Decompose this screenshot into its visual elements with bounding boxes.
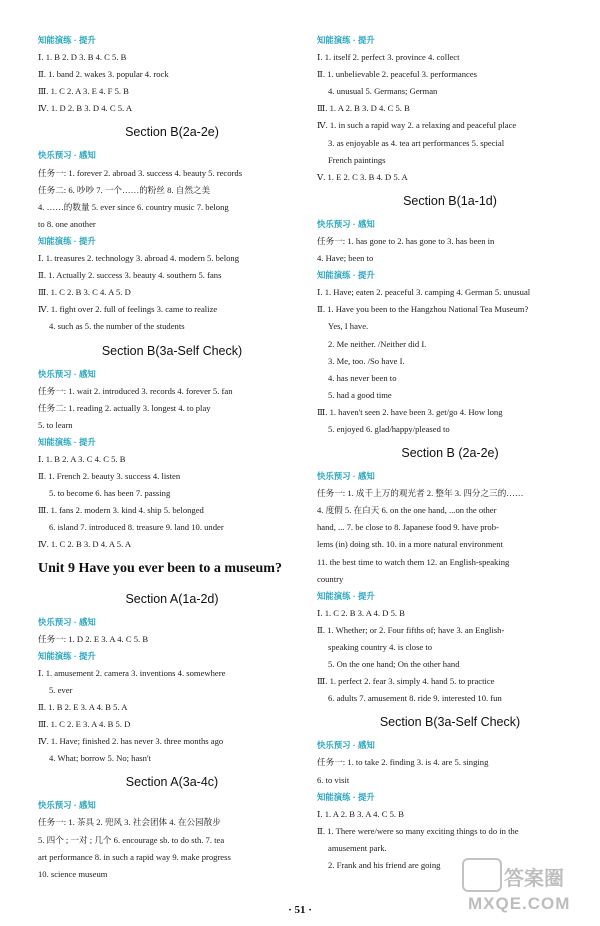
answer-line: Ⅰ. 1. C 2. B 3. A 4. D 5. B <box>317 607 405 618</box>
answer-line: 3. as enjoyable as 4. tea art performances 5. special <box>328 137 505 148</box>
answer-line: Ⅱ. 1. Whether; or 2. Four fifths of; have 3. an English- <box>317 624 505 635</box>
answer-line: Ⅱ. 1. Have you been to the Hangzhou National Tea Museum? <box>317 304 529 315</box>
answer-line: Ⅰ. 1. treasures 2. technology 3. abroad 4. modern 5. belong <box>38 253 240 264</box>
answer-line: 5. On the one hand; On the other hand <box>328 659 460 670</box>
exercise-tag: 快乐预习 · 感知 <box>38 150 96 161</box>
answer-line: Ⅳ. 1. in such a rapid way 2. a relaxing and peaceful place <box>317 120 517 131</box>
answer-line: Ⅲ. 1. A 2. B 3. D 4. C 5. B <box>317 103 410 114</box>
answer-line: 任务一: 1. forever 2. abroad 3. success 4. beauty 5. records <box>38 167 243 178</box>
answer-line: 4. Have; been to <box>317 253 374 264</box>
answer-line: amusement park. <box>328 842 387 853</box>
answer-line: 任务一: 1. has gone to 2. has gone to 3. has been in <box>317 235 495 246</box>
exercise-tag: 知能演练 · 提升 <box>317 35 375 45</box>
answer-line: 5. ever <box>49 684 73 695</box>
answer-line: to 8. one another <box>38 218 96 229</box>
answer-line: 任务一: 1. 成千上万的观光者 2. 整年 3. 四分之三的…… <box>317 488 524 499</box>
answer-line: 任务二: 6. 吵吵 7. 一个……的粉丝 8. 自然之美 <box>38 184 211 195</box>
answer-line: 任务一: 1. to take 2. finding 3. is 4. are 5. singing <box>317 757 489 768</box>
exercise-tag: 知能演练 · 提升 <box>317 590 375 601</box>
answer-line: 6. to visit <box>317 774 350 785</box>
exercise-tag: 知能演练 · 提升 <box>317 791 375 802</box>
answer-line: 5. to learn <box>38 419 73 430</box>
exercise-tag: 快乐预习 · 感知 <box>317 218 375 229</box>
exercise-tag: 知能演练 · 提升 <box>38 235 96 246</box>
watermark-cn: 答案圈 <box>504 866 564 890</box>
answer-line: Ⅰ. 1. B 2. A 3. C 4. C 5. B <box>38 453 126 464</box>
answer-line: 11. the best time to watch them 12. an English-speaking <box>317 556 510 567</box>
answer-line: 4. ……的数量 5. ever since 6. country music 7. belong <box>38 201 229 212</box>
answer-line: Ⅰ. 1. A 2. B 3. A 4. C 5. B <box>317 808 404 819</box>
section-heading: Section B(2a-2e) <box>125 125 219 140</box>
answer-line: 5. to become 6. has been 7. passing <box>49 488 171 499</box>
answer-line: Ⅳ. 1. Have; finished 2. has never 3. three months ago <box>38 736 224 747</box>
answer-line: Ⅱ. 1. There were/were so many exciting things to do in the <box>317 825 519 836</box>
answer-line: Ⅲ. 1. haven't seen 2. have been 3. get/go 4. How long <box>317 406 503 417</box>
section-heading: Section B(3a-Self Check) <box>379 715 521 730</box>
answer-line: 3. Me, too. /So have I. <box>328 355 405 366</box>
watermark-text: MXQE.COM <box>468 894 571 913</box>
answer-line: hand, ... 7. be close to 8. Japanese food 9. have prob- <box>317 522 499 533</box>
exercise-tag: 知能演练 · 提升 <box>38 650 96 661</box>
watermark <box>462 858 587 918</box>
answer-line: 4. has never been to <box>328 372 397 383</box>
exercise-tag: 知能演练 · 提升 <box>38 35 96 45</box>
answer-line: Ⅳ. 1. C 2. B 3. D 4. A 5. A <box>38 539 132 550</box>
answer-line: Ⅰ. 1. Have; eaten 2. peaceful 3. camping 4. German 5. unusual <box>317 287 531 298</box>
answer-line: 4. unusual 5. Germans; German <box>328 86 438 97</box>
answer-line: Ⅲ. 1. C 2. B 3. C 4. A 5. D <box>38 287 131 298</box>
answer-line: Ⅱ. 1. French 2. beauty 3. success 4. listen <box>38 471 181 482</box>
answer-line: country <box>317 573 344 584</box>
answer-line: speaking country 4. is close to <box>328 642 433 652</box>
section-heading: Section B (2a-2e) <box>401 446 499 461</box>
section-heading: Section A(1a-2d) <box>125 591 219 606</box>
answer-line: Ⅳ. 1. fight over 2. full of feelings 3. came to realize <box>38 304 218 315</box>
answer-line: 2. Me neither. /Neither did I. <box>328 338 427 349</box>
answer-line: 任务二: 1. reading 2. actually 3. longest 4. to play <box>38 402 211 413</box>
answer-line: Ⅰ. 1. B 2. D 3. B 4. C 5. B <box>38 52 127 63</box>
answer-line: Yes, I have. <box>328 321 369 332</box>
exercise-tag: 快乐预习 · 感知 <box>38 368 96 379</box>
answer-line: 6. island 7. introduced 8. treasure 9. land 10. under <box>49 522 224 533</box>
page-number: · 51 · <box>288 904 312 916</box>
unit-heading: Unit 9 Have you ever been to a museum? <box>38 560 282 576</box>
answer-line: 4. 度假 5. 在白天 6. on the one hand, ...on the other <box>317 505 497 516</box>
answer-line: French paintings <box>328 154 386 165</box>
answer-line: Ⅲ. 1. C 2. E 3. A 4. B 5. D <box>38 719 131 730</box>
answer-line: 10. science museum <box>38 868 108 879</box>
exercise-tag: 知能演练 · 提升 <box>317 270 375 281</box>
answer-line: 2. Frank and his friend are going <box>328 860 441 871</box>
right-column <box>317 32 583 874</box>
answer-line: 4. What; borrow 5. No; hasn't <box>49 753 151 764</box>
answer-line: 5. 四个 ; 一对 ; 几个 6. encourage sb. to do sth. 7. tea <box>38 834 225 845</box>
answer-line: Ⅱ. 1. Actually 2. success 3. beauty 4. southern 5. fans <box>38 270 222 281</box>
watermark-logo-icon <box>462 858 502 892</box>
section-heading: Section B(1a-1d) <box>403 193 497 208</box>
answer-line: Ⅰ. 1. itself 2. perfect 3. province 4. collect <box>317 52 460 63</box>
answer-line: art performance 8. in such a rapid way 9. make progress <box>38 851 231 862</box>
exercise-tag: 快乐预习 · 感知 <box>38 616 96 627</box>
answer-line: Ⅳ. 1. D 2. B 3. D 4. C 5. A <box>38 103 133 114</box>
answer-line: 5. enjoyed 6. glad/happy/pleased to <box>328 423 450 434</box>
answer-line: Ⅱ. 1. band 2. wakes 3. popular 4. rock <box>38 69 169 80</box>
exercise-tag: 知能演练 · 提升 <box>38 436 96 447</box>
exercise-tag: 快乐预习 · 感知 <box>317 471 375 482</box>
answer-line: Ⅲ. 1. perfect 2. fear 3. simply 4. hand 5. to practice <box>317 676 495 687</box>
exercise-tag: 快乐预习 · 感知 <box>38 800 96 811</box>
answer-line: 6. adults 7. amusement 8. ride 9. interested 10. fun <box>328 693 502 704</box>
answer-line: Ⅱ. 1. unbelievable 2. peaceful 3. performances <box>317 69 477 80</box>
answer-line: lems (in) doing sth. 10. in a more natural environment <box>317 539 503 550</box>
answer-line: Ⅲ. 1. fans 2. modern 3. kind 4. ship 5. belonged <box>38 505 204 516</box>
section-heading: Section B(3a-Self Check) <box>101 343 243 358</box>
answer-line: 任务一: 1. 茶具 2. 兜风 3. 社会团体 4. 在公园散步 <box>38 817 221 828</box>
answer-line: 4. such as 5. the number of the students <box>49 321 185 332</box>
answer-line: Ⅰ. 1. amusement 2. camera 3. inventions 4. somewhere <box>38 667 226 678</box>
section-heading: Section A(3a-4c) <box>125 775 219 790</box>
answer-line: 任务一: 1. D 2. E 3. A 4. C 5. B <box>38 633 149 644</box>
answer-line: Ⅴ. 1. E 2. C 3. B 4. D 5. A <box>317 171 408 182</box>
answer-line: Ⅲ. 1. C 2. A 3. E 4. F 5. B <box>38 86 129 97</box>
left-column <box>38 32 306 883</box>
answer-line: 5. had a good time <box>328 389 392 400</box>
exercise-tag: 快乐预习 · 感知 <box>317 740 375 751</box>
answer-line: Ⅱ. 1. B 2. E 3. A 4. B 5. A <box>38 702 128 712</box>
answer-line: 任务一: 1. wait 2. introduced 3. records 4. forever 5. fan <box>38 385 233 396</box>
